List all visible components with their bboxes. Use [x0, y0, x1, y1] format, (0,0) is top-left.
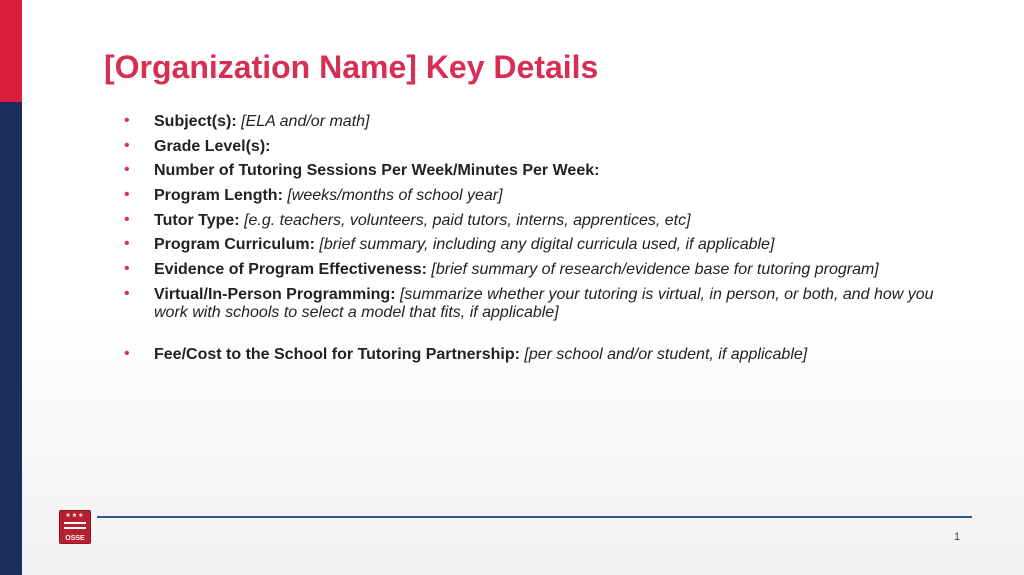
bullet-program-length [122, 187, 962, 205]
bullet-dot-icon: • [124, 161, 130, 179]
bullet-label: Evidence of Program Effectiveness: [154, 261, 427, 279]
osse-logo [59, 510, 91, 544]
bullet-desc: [ELA and/or math] [236, 113, 370, 130]
bullet-tutor-type [122, 212, 962, 230]
slide-title: [Organization Name] Key Details [104, 49, 599, 85]
bullet-label: Grade Level(s): [154, 137, 271, 155]
bullet-dot-icon: • [124, 112, 130, 129]
footer-divider [97, 516, 972, 518]
bullet-virtual-in-person [122, 286, 962, 322]
bullet-desc: [brief summary, including any digital curricula used, if applicable] [314, 236, 775, 254]
bullet-label: Program Curriculum: [154, 236, 315, 254]
bullet-dot-icon: • [124, 210, 130, 228]
bullet-dot-icon: • [124, 260, 130, 278]
bullet-sessions [122, 162, 962, 180]
bullet-fee-cost [122, 346, 962, 364]
bullet-curriculum [122, 236, 962, 254]
bullet-subjects [122, 113, 962, 131]
bullet-grade-levels [122, 138, 962, 156]
bullet-desc: [e.g. teachers, volunteers, paid tutors, interns, apprentices, etc] [239, 211, 691, 229]
bullet-evidence [122, 261, 962, 279]
bullet-desc: [summarize whether your tutoring is virtual, in person, or both, and how you work with schools to select a model that fits, if applicable] [154, 285, 934, 321]
bullet-desc: [weeks/months of school year] [282, 187, 503, 205]
logo-stripe [64, 527, 86, 529]
logo-stripe [64, 522, 86, 524]
bullet-label: Fee/Cost to the School for Tutoring Partnership: [154, 345, 520, 363]
logo-text: OSSE [65, 535, 85, 542]
bullet-dot-icon: • [124, 344, 130, 362]
logo-stars-icon: ★★★ [65, 513, 85, 519]
bullet-label: Tutor Type: [154, 211, 240, 229]
accent-bar-navy [0, 102, 22, 575]
bullet-label: Number of Tutoring Sessions Per Week/Minutes Per Week: [154, 162, 600, 180]
bullet-label: Virtual/In-Person Programming: [154, 285, 396, 303]
bullet-desc: [per school and/or student, if applicable] [519, 345, 808, 363]
page-number: 1 [954, 531, 961, 543]
bullet-desc: [brief summary of research/evidence base for tutoring program] [426, 261, 879, 279]
key-details-list [122, 113, 962, 371]
bullet-label: Subject(s): [154, 113, 237, 130]
bullet-label: Program Length: [154, 187, 283, 205]
bullet-dot-icon: • [124, 284, 130, 302]
accent-bar-red [0, 0, 22, 102]
bullet-dot-icon: • [124, 235, 130, 253]
bullet-dot-icon: • [124, 186, 130, 204]
bullet-dot-icon: • [124, 136, 130, 154]
